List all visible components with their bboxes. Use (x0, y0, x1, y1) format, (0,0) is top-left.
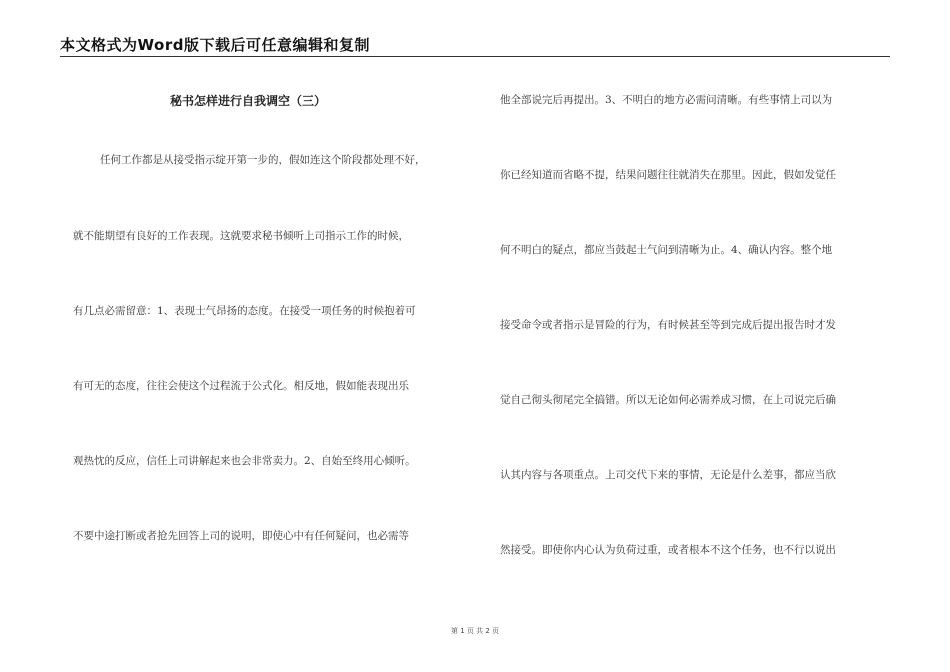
paragraph-line: 就不能期望有良好的工作表现。这就要求秘书倾听上司指示工作的时候， (73, 230, 409, 242)
paragraph-line: 观热忱的反应，信任上司讲解起来也会非常卖力。2、自始至终用心倾听。 (73, 455, 416, 467)
paragraph-line: 觉自己彻头彻尾完全搞错。所以无论如何必需养成习惯，在上司说完后确 (500, 394, 836, 406)
paragraph-line: 有几点必需留意：1、表现士气昂扬的态度。在接受一项任务的时候抱着可 (73, 305, 416, 317)
paragraph-line: 任何工作都是从接受指示绽开第一步的，假如连这个阶段都处理不好， (100, 154, 426, 166)
right-text-column (500, 0, 885, 672)
paragraph-line: 你已经知道而省略不提，结果问题往往就消失在那里。因此，假如发觉任 (500, 169, 836, 181)
paragraph-line: 他全部说完后再提出。3、不明白的地方必需问清晰。有些事情上司以为 (500, 94, 833, 106)
left-text-column (73, 0, 473, 672)
page-number: 第 1 页 共 2 页 (450, 627, 500, 635)
paragraph-line: 何不明白的疑点，都应当鼓起士气问到清晰为止。4、确认内容。整个地 (500, 244, 833, 256)
document-banner: 本文格式为Word版下载后可任意编辑和复制 (60, 36, 370, 54)
paragraph-line: 认其内容与各项重点。上司交代下来的事情，无论是什么差事，都应当欣 (500, 469, 836, 481)
document-title: 秘书怎样进行自我调空（三） (170, 94, 327, 108)
paragraph-line: 接受命令或者指示是冒险的行为，有时候甚至等到完成后提出报告时才发 (500, 319, 836, 331)
paragraph-line: 然接受。即使你内心认为负荷过重，或者根本不这个任务，也不行以说出 (500, 544, 836, 556)
paragraph-line: 有可无的态度，往往会使这个过程流于公式化。相反地，假如能表现出乐 (73, 380, 409, 392)
paragraph-line: 不要中途打断或者抢先回答上司的说明，即使心中有任何疑问，也必需等 (73, 530, 409, 542)
